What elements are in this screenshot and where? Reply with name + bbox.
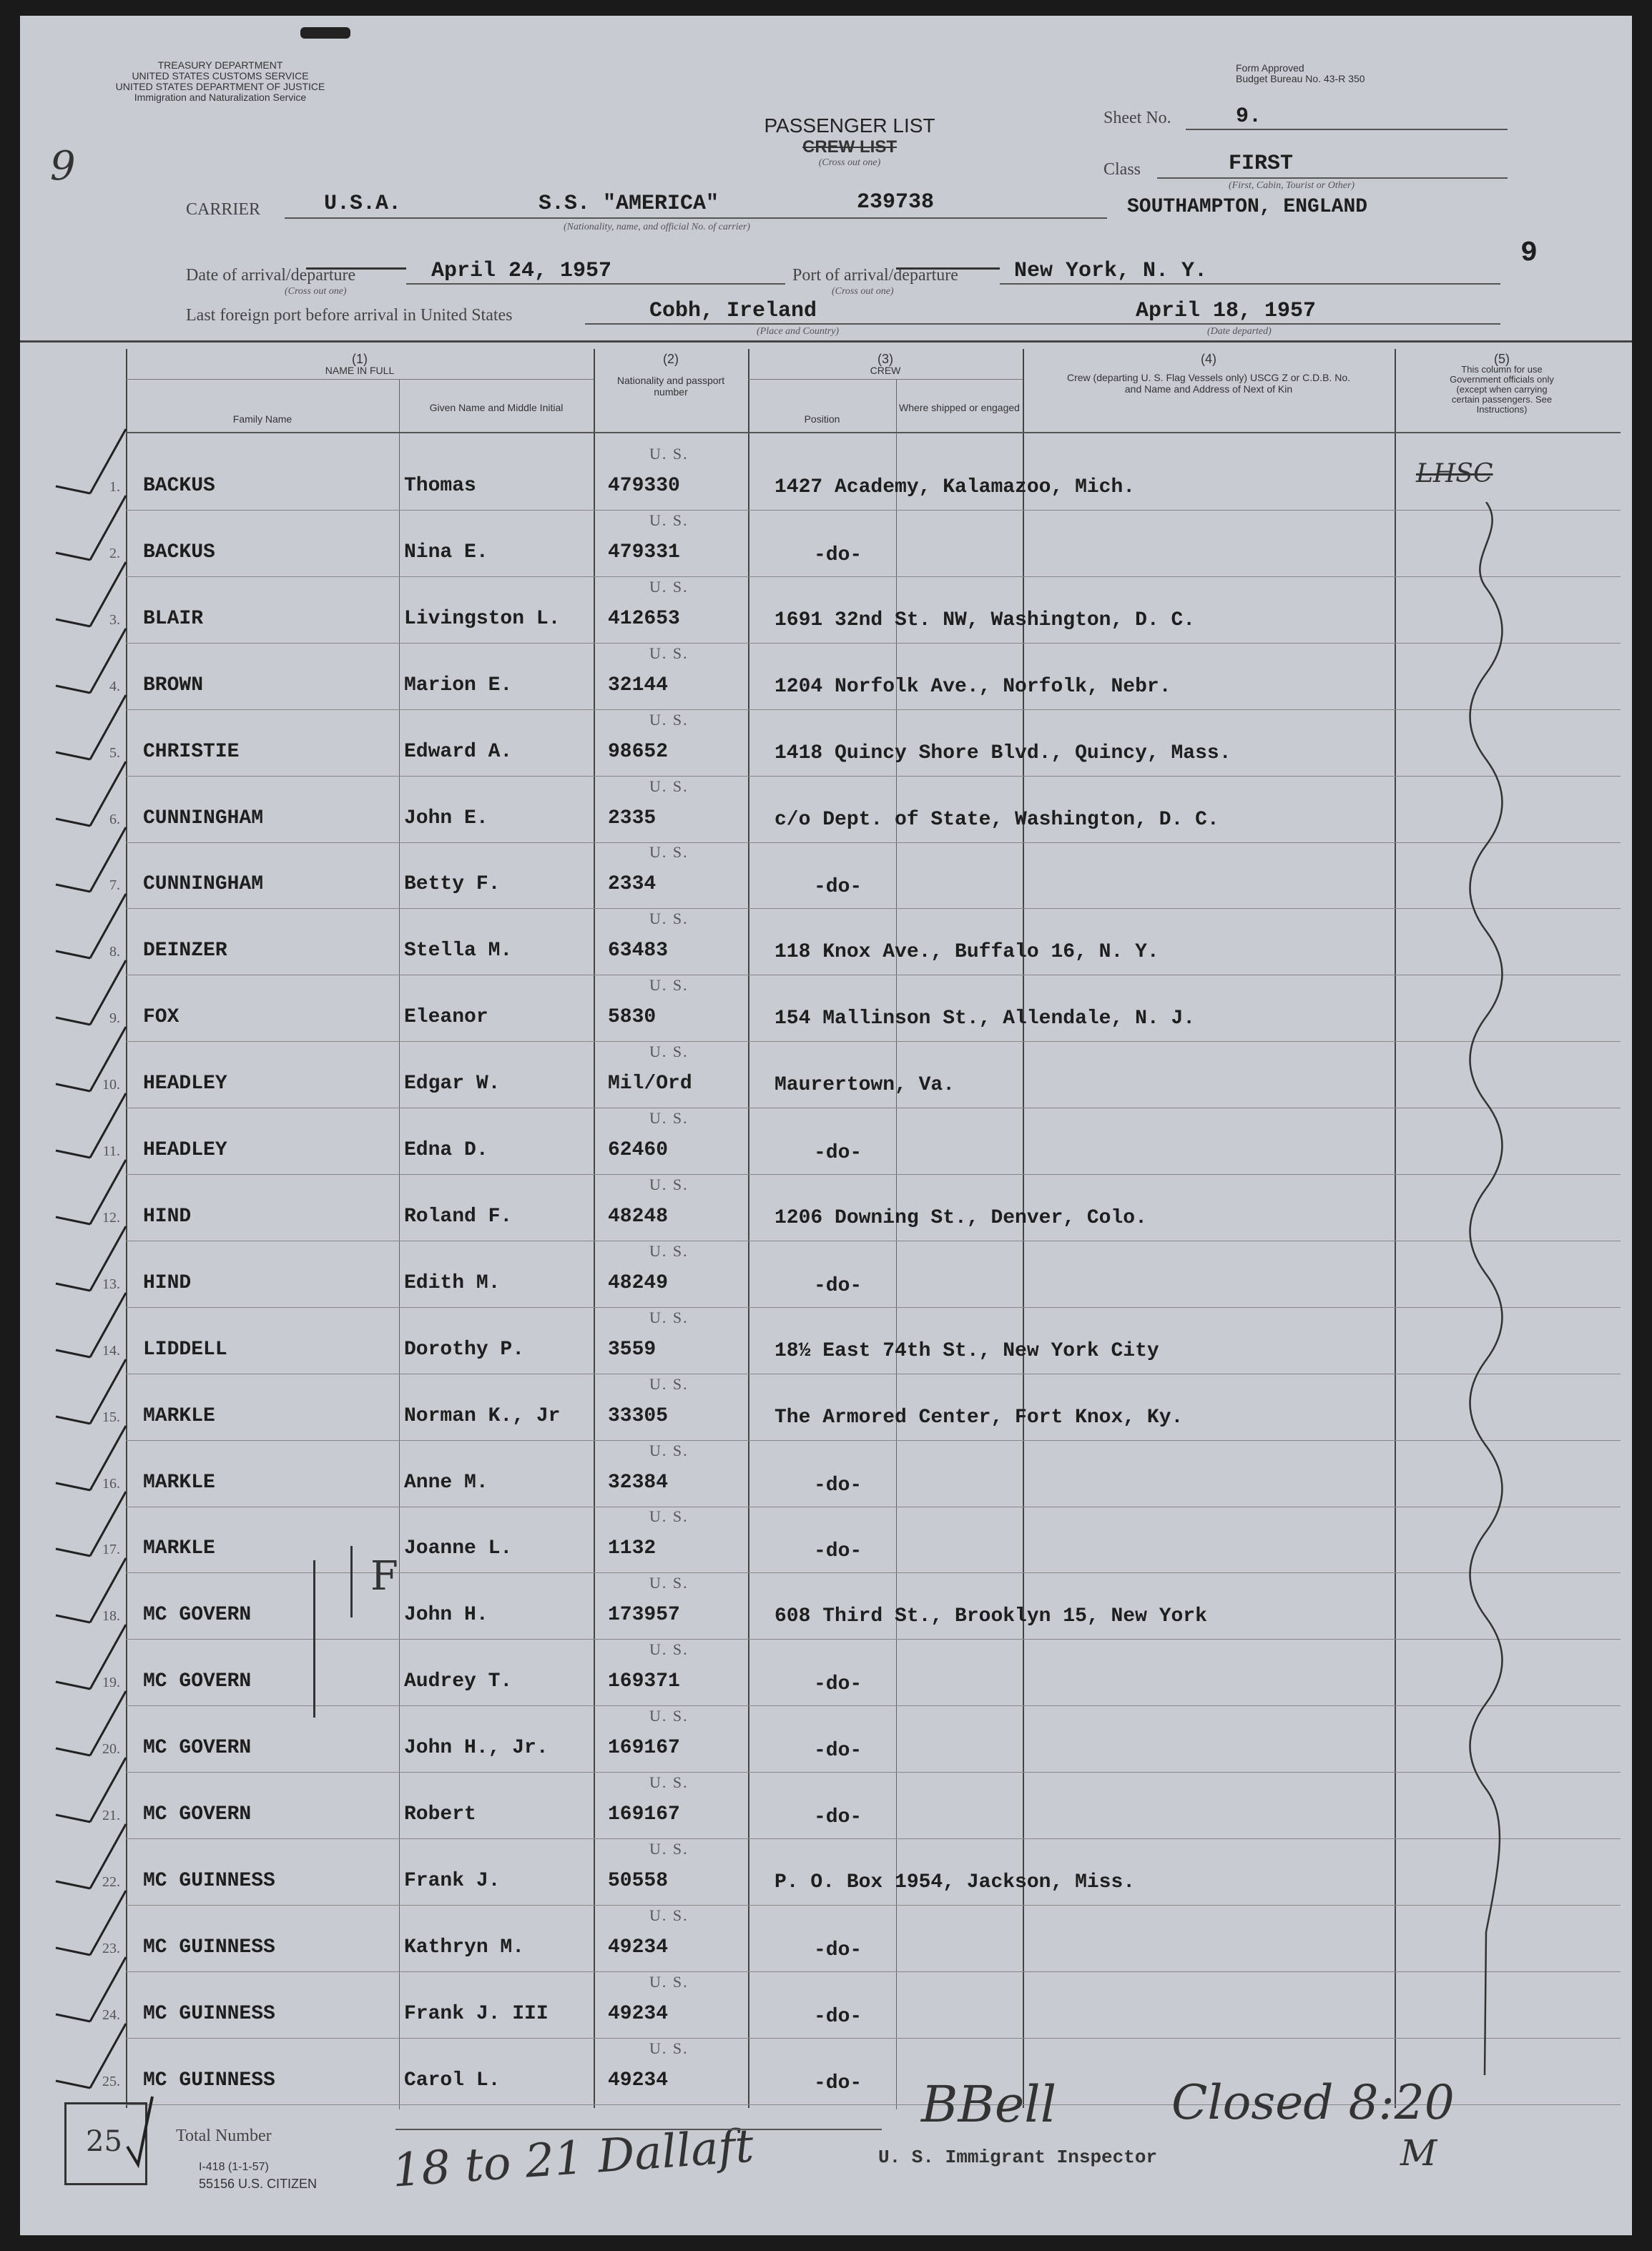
address: 608 Third St., Brooklyn 15, New York [775,1605,1207,1627]
given-name: Nina E. [404,541,488,563]
passport-number: 98652 [608,741,669,763]
title-cross-note: (Cross out one) [818,157,881,168]
nationality-label: U. S. [649,777,689,795]
nationality-label: U. S. [649,1973,689,1991]
last-port-label: Last foreign port before arrival in United States [186,306,513,325]
given-name: Norman K., Jr [404,1405,561,1427]
row-rule [126,1440,1621,1441]
family-name: DEINZER [143,940,227,962]
date-arrival-label: Date of arrival/departure [186,266,356,285]
col5-title: This column for use Government officials only (except when carrying certain passengers. See Instructions) [1450,364,1554,415]
form-approved-line-2: Budget Bureau No. 43-R 350 [1236,73,1365,84]
address: -do- [814,876,862,898]
given-name: Dorothy P. [404,1339,525,1361]
row-number: 9. [109,1010,120,1026]
sheet-underline [1186,129,1508,130]
passport-number: 49234 [608,1936,669,1959]
nationality-label: U. S. [649,1840,689,1858]
col5-header [1395,353,1609,415]
departed-caption: (Date departed) [1207,326,1272,337]
port-arrival-label: Port of arrival/departure [792,266,958,285]
nationality-label: U. S. [649,843,689,861]
passport-number: 49234 [608,2069,669,2092]
total-label: Total Number [176,2127,272,2145]
passport-number: 2334 [608,873,657,895]
sheet-label: Sheet No. [1103,109,1171,127]
table-row [20,445,1632,511]
agency-header [70,60,370,103]
col3b-header: Where shipped or engaged [899,402,1020,413]
table-row [20,1309,1632,1375]
last-port-caption: (Place and Country) [757,326,840,337]
passport-number: 1132 [608,1537,657,1560]
nationality-label: U. S. [649,1574,689,1592]
passport-number: 479331 [608,541,680,563]
total-value: 25 [86,2125,122,2158]
row-rule [126,576,1621,577]
row-number: 10. [102,1077,120,1093]
given-name: Stella M. [404,940,513,962]
row-rule [126,776,1621,777]
departed-date-value: April 18, 1957 [1136,299,1317,323]
family-name: HEADLEY [143,1073,227,1095]
inspector-signature: BBell [921,2075,1057,2134]
address: -do- [814,1806,862,1828]
col1-number: (1) [352,352,368,366]
family-name: CUNNINGHAM [143,807,264,829]
row-number: 7. [109,877,120,893]
col5-number: (5) [1494,352,1510,366]
nationality-label: U. S. [649,1707,689,1725]
table-row [20,1507,1632,1574]
wavy-line-mark [1457,502,1515,2075]
given-name: Audrey T. [404,1670,513,1693]
family-name: MARKLE [143,1405,215,1427]
class-underline [1157,177,1508,179]
given-name: Edward A. [404,741,513,763]
form-approved-line-1: Form Approved [1236,62,1304,74]
closed-sub: M [1400,2132,1437,2174]
address: P. O. Box 1954, Jackson, Miss. [775,1871,1136,1893]
address: 1204 Norfolk Ave., Norfolk, Nebr. [775,676,1171,698]
nationality-label: U. S. [649,1640,689,1658]
row-rule [126,1041,1621,1042]
table-row [20,910,1632,976]
handwritten-note: 18 to 21 Dallaft [390,2119,756,2198]
given-name: Edna D. [404,1139,488,1161]
passport-number: 48248 [608,1206,669,1228]
table-row [20,644,1632,711]
family-name: HIND [143,1206,192,1228]
row-rule [126,643,1621,644]
agency-line-4: Immigration and Naturalization Service [134,92,307,103]
row-rule [126,1307,1621,1308]
family-name: BLAIR [143,608,204,630]
family-name: MARKLE [143,1537,215,1560]
title-passenger-list: PASSENGER LIST [764,114,935,137]
given-name: Anne M. [404,1472,488,1494]
table-top-rule [20,340,1632,343]
row-rule [126,1174,1621,1175]
table-row [20,1109,1632,1176]
passenger-list-sheet [20,16,1632,2235]
bracket-line [350,1546,353,1617]
row-rule [126,2038,1621,2039]
table-row [20,843,1632,910]
bracket-line [313,1560,315,1718]
nationality-label: U. S. [649,1109,689,1127]
nationality-label: U. S. [649,910,689,927]
passport-number: 169167 [608,1737,680,1759]
address: -do- [814,1673,862,1695]
address: -do- [814,1540,862,1562]
inspector-label: U. S. Immigrant Inspector [878,2147,1158,2168]
date-arrival-value: April 24, 1957 [431,259,612,283]
ink-blot [300,27,350,39]
table-row [20,1973,1632,2039]
carrier-nationality: U.S.A. [324,192,402,216]
given-name: Thomas [404,475,476,497]
table-row [20,1707,1632,1773]
row-number: 14. [102,1343,120,1359]
passport-number: 62460 [608,1139,669,1161]
given-name: Livingston L. [404,608,561,630]
col3-header [748,353,1023,376]
passport-number: 33305 [608,1405,669,1427]
col4-title: Crew (departing U. S. Flag Vessels only) USCG Z or C.D.B. No. and Name and Address of Next of Kin [1066,372,1350,395]
family-name: MC GOVERN [143,1670,252,1693]
passport-number: 3559 [608,1339,657,1361]
row-number: 1. [109,479,120,495]
given-name: Betty F. [404,873,501,895]
address: -do- [814,544,862,566]
nationality-label: U. S. [649,1176,689,1193]
strike-mark [306,267,406,284]
given-name: Roland F. [404,1206,513,1228]
nationality-label: U. S. [649,1043,689,1060]
given-name: John H., Jr. [404,1737,549,1759]
row-rule [126,1838,1621,1839]
col1b-header: Given Name and Middle Initial [429,402,564,413]
address: -do- [814,1740,862,1762]
address: -do- [814,2072,862,2094]
row-rule [126,1905,1621,1906]
table-row [20,1442,1632,1508]
table-row [20,1242,1632,1309]
row-number: 24. [102,2007,120,2023]
row-number: 25. [102,2074,120,2089]
row-number: 5. [109,745,120,761]
carrier-from: SOUTHAMPTON, ENGLAND [1127,196,1368,218]
check-mark [49,2018,134,2097]
table-row [20,1840,1632,1906]
row-rule [126,1705,1621,1706]
nationality-label: U. S. [649,1309,689,1326]
nationality-label: U. S. [649,578,689,596]
form-approved [1236,63,1422,84]
carrier-name: S.S. "AMERICA" [539,192,719,216]
col4-header [1023,353,1395,395]
address: -do- [814,1275,862,1297]
family-name: HIND [143,1272,192,1294]
port-underline [1000,283,1500,285]
header-bottom-rule [126,432,1621,433]
given-name: Edith M. [404,1272,501,1294]
class-value: FIRST [1229,152,1294,176]
row-rule [126,908,1621,909]
passport-number: 169167 [608,1803,680,1826]
sub-rule [126,379,594,380]
passport-number: Mil/Ord [608,1073,692,1095]
date-underline [406,283,785,285]
table-row [20,511,1632,578]
given-name: Kathryn M. [404,1936,525,1959]
sub-rule [748,379,1023,380]
col3-title: CREW [870,365,901,376]
row-number: 2. [109,546,120,561]
port-cross-note: (Cross out one) [832,286,894,297]
table-row [20,1906,1632,1973]
carrier-underline [285,217,1107,219]
row-number: 8. [109,944,120,960]
given-name: Frank J. III [404,2003,549,2025]
agency-line-1: TREASURY DEPARTMENT [157,59,283,71]
passport-number: 49234 [608,2003,669,2025]
row-number: 22. [102,1874,120,1890]
address: Maurertown, Va. [775,1074,955,1096]
row-rule [126,1639,1621,1640]
row-number: 16. [102,1476,120,1492]
passport-number: 32144 [608,674,669,696]
passport-number: 169371 [608,1670,680,1693]
col2-number: (2) [663,352,679,366]
col1-header [126,353,594,376]
row-number: 6. [109,812,120,827]
nationality-label: U. S. [649,1507,689,1525]
given-name: Robert [404,1803,476,1826]
col1-title: NAME IN FULL [325,365,395,376]
family-name: MC GOVERN [143,1737,252,1759]
family-name: CHRISTIE [143,741,240,763]
address: 1418 Quincy Shore Blvd., Quincy, Mass. [775,742,1231,764]
table-row [20,1640,1632,1707]
col2-title: Nationality and passport number [616,375,725,398]
form-number: I-418 (1-1-57) [199,2161,269,2173]
table-row [20,1773,1632,1840]
address: 1206 Downing St., Denver, Colo. [775,1207,1147,1229]
col3-number: (3) [877,352,893,366]
address: -do- [814,1142,862,1164]
carrier-number: 239738 [857,190,935,215]
nationality-label: U. S. [649,711,689,729]
family-name: BROWN [143,674,204,696]
row-number: 15. [102,1409,120,1425]
family-name: MARKLE [143,1472,215,1494]
passport-number: 32384 [608,1472,669,1494]
port-arrival-value: New York, N. Y. [1014,259,1208,283]
family-name: MC GOVERN [143,1803,252,1826]
address: 118 Knox Ave., Buffalo 16, N. Y. [775,941,1159,963]
agency-line-3: UNITED STATES DEPARTMENT OF JUSTICE [115,81,325,92]
signature-underline [395,2129,882,2130]
nationality-label: U. S. [649,976,689,994]
address: The Armored Center, Fort Knox, Ky. [775,1407,1184,1429]
table-row [20,1375,1632,1442]
col2-header [594,353,748,398]
closed-note: Closed 8:20 [1171,2075,1455,2130]
row-number: 17. [102,1542,120,1557]
passport-number: 50558 [608,1870,669,1892]
row-number: 3. [109,612,120,628]
family-name: MC GUINNESS [143,2069,275,2092]
table-row [20,711,1632,777]
row-rule [126,709,1621,710]
departed-underline [1057,323,1500,325]
sheet-value: 9. [1236,104,1262,129]
nationality-label: U. S. [649,445,689,463]
address: -do- [814,1474,862,1497]
row-number: 4. [109,679,120,694]
row-number: 23. [102,1941,120,1956]
nationality-label: U. S. [649,1442,689,1459]
row-number: 12. [102,1210,120,1226]
col4-number: (4) [1201,352,1216,366]
citizen-note: 55156 U.S. CITIZEN [199,2177,318,2191]
address: -do- [814,2006,862,2028]
family-name: MC GUINNESS [143,2003,275,2025]
given-name: Frank J. [404,1870,501,1892]
given-name: Edgar W. [404,1073,501,1095]
last-port-value: Cobh, Ireland [649,299,817,323]
bracket-mark: F [370,1553,398,1600]
passport-number: 2335 [608,807,657,829]
row-number: 11. [102,1143,120,1159]
passport-number: 48249 [608,1272,669,1294]
class-caption: (First, Cabin, Tourist or Other) [1229,180,1355,191]
nationality-label: U. S. [649,1906,689,1924]
given-name: Carol L. [404,2069,501,2092]
strike-mark [896,267,1000,284]
passport-number: 479330 [608,475,680,497]
address: 1427 Academy, Kalamazoo, Mich. [775,476,1136,498]
title-block [742,114,957,169]
given-name: Marion E. [404,674,513,696]
last-port-underline [585,323,1064,325]
nationality-label: U. S. [649,644,689,662]
row-number: 20. [102,1741,120,1757]
carrier-caption: (Nationality, name, and official No. of carrier) [564,222,750,232]
nationality-label: U. S. [649,1242,689,1260]
table-row [20,976,1632,1043]
nationality-label: U. S. [649,511,689,529]
family-name: CUNNINGHAM [143,873,264,895]
family-name: BACKUS [143,541,215,563]
col3a-header: Position [804,413,840,425]
family-name: FOX [143,1006,180,1028]
address: 18½ East 74th St., New York City [775,1340,1159,1362]
address: -do- [814,1939,862,1961]
title-crew-list-struck: CREW LIST [802,137,897,157]
table-row [20,578,1632,644]
total-check-mark [120,2089,163,2175]
passport-number: 63483 [608,940,669,962]
row-rule [126,1772,1621,1773]
family-name: BACKUS [143,475,215,497]
nationality-label: U. S. [649,2039,689,2057]
row-number: 21. [102,1808,120,1823]
family-name: LIDDELL [143,1339,227,1361]
row-number: 13. [102,1276,120,1292]
class-label: Class [1103,160,1141,179]
row-number: 19. [102,1675,120,1690]
row-rule [126,1971,1621,1972]
nationality-label: U. S. [649,1375,689,1393]
col1a-header: Family Name [232,413,292,425]
page-mark: 9 [50,143,76,189]
passport-number: 412653 [608,608,680,630]
family-name: HEADLEY [143,1139,227,1161]
passport-number: 173957 [608,1604,680,1626]
table-row [20,777,1632,844]
address: 154 Mallinson St., Allendale, N. J. [775,1008,1196,1030]
table-row [20,1043,1632,1109]
row-rule [126,510,1621,511]
date-cross-note: (Cross out one) [285,286,347,297]
family-name: MC GUINNESS [143,1870,275,1892]
family-name: MC GUINNESS [143,1936,275,1959]
passport-number: 5830 [608,1006,657,1028]
table-row [20,1574,1632,1640]
given-name: Joanne L. [404,1537,513,1560]
given-name: John H. [404,1604,488,1626]
carrier-label: CARRIER [186,200,261,219]
right-mark: 9 [1520,237,1538,270]
address: c/o Dept. of State, Washington, D. C. [775,809,1219,831]
family-name: MC GOVERN [143,1604,252,1626]
agency-line-2: UNITED STATES CUSTOMS SERVICE [132,70,309,82]
address: 1691 32nd St. NW, Washington, D. C. [775,609,1196,631]
table-row [20,1176,1632,1242]
col5-mark: LHSC [1416,459,1493,488]
given-name: Eleanor [404,1006,488,1028]
given-name: John E. [404,807,488,829]
nationality-label: U. S. [649,1773,689,1791]
row-number: 18. [102,1608,120,1624]
